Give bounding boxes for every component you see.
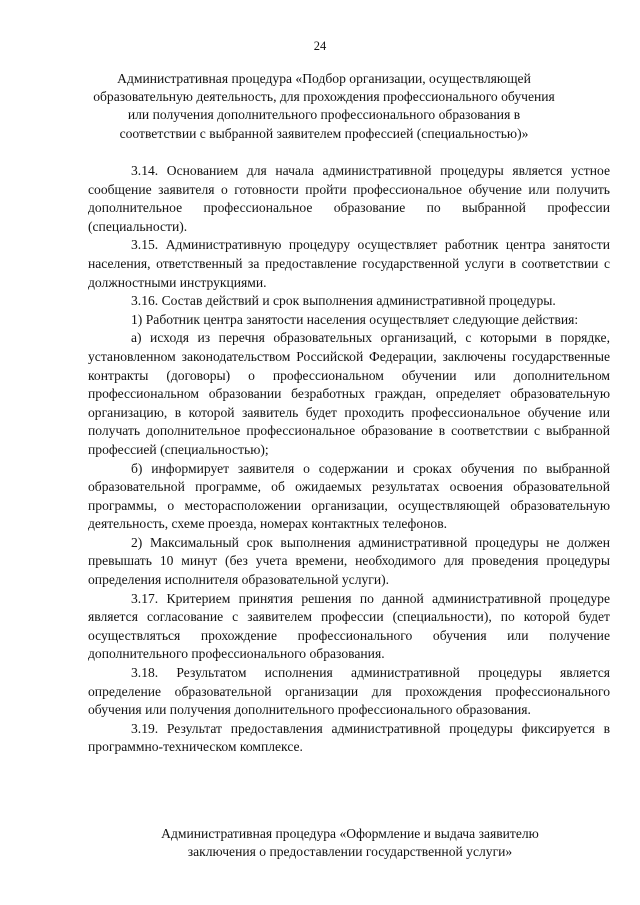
heading-line: или получения дополнительного профессионального образования в (127, 107, 521, 123)
paragraph-item-1: 1) Работник центра занятости населения осуществляет следующие действия: (131, 311, 579, 327)
paragraph-3-19: 3.19. Результат предоставления административной процедуры фиксируется в программно-техническом комплексе. (88, 720, 610, 755)
heading-line: заключения о предоставлении государственной услуги» (187, 844, 513, 860)
page-number: 24 (313, 39, 327, 53)
paragraph-3-16: 3.16. Состав действий и срок выполнения административной процедуры. (131, 293, 556, 309)
body-text (88, 162, 610, 757)
paragraph-3-18: 3.18. Результатом исполнения административной процедуры является определение образовательной организации для прохождения профессионального обучения или получения дополнительного профессионального образования. (88, 665, 610, 718)
paragraph-3-15: 3.15. Административную процедуру осуществляет работник центра занятости населения, ответственный за предоставление государственной услуги в соответствии с должностными инструкциями. (88, 237, 610, 290)
heading-line: Административная процедура «Подбор организации, осуществляющей (117, 71, 531, 86)
paragraph-item-a: а) исходя из перечня образовательных организаций, с которыми в порядке, установленном законодательством Российской Федерации, заключены государственные контракты (договоры) о профессиональном обучении или дополнительном профессиональном образовании безработных граждан, определяет образовательную организацию, в которой заявитель будет проходить профессиональное обучение или получать дополнительное профессиональное образование в соответствии с выбранной профессией (специальностью); (88, 330, 610, 457)
paragraph-3-14: 3.14. Основанием для начала административной процедуры является устное сообщение заявителя о готовности пройти профессиональное обучение или получить дополнительное профессиональное образование по выбранной профессии (специальности). (88, 163, 610, 234)
section-heading-selection (84, 70, 564, 143)
paragraph-item-2: 2) Максимальный срок выполнения административной процедуры не должен превышать 10 минут (без учета времени, необходимого для проведения процедуры определения исполнителя образовательной услуги). (88, 534, 610, 588)
heading-line: соответствии с выбранной заявителем профессией (специальностью)» (119, 125, 529, 141)
paragraph-3-17: 3.17. Критерием принятия решения по данной административной процедуре является согласование с заявителем профессии (специальности), по которой будет осуществляться прохождение профессионального обучения или получение дополнительного профессионального образования. (88, 590, 610, 662)
heading-line: образовательную деятельность, для прохождения профессионального обучения (93, 89, 555, 105)
heading-line: Административная процедура «Оформление и выдача заявителю (161, 826, 539, 841)
section-heading-conclusion (140, 825, 560, 861)
paragraph-item-b: б) информирует заявителя о содержании и сроках обучения по выбранной образовательной программе, об ожидаемых результатах освоения образовательной программы, о месторасположении организации, осуществляющей образовательную деятельность, схеме проезда, номерах контактных телефонов. (88, 460, 610, 532)
